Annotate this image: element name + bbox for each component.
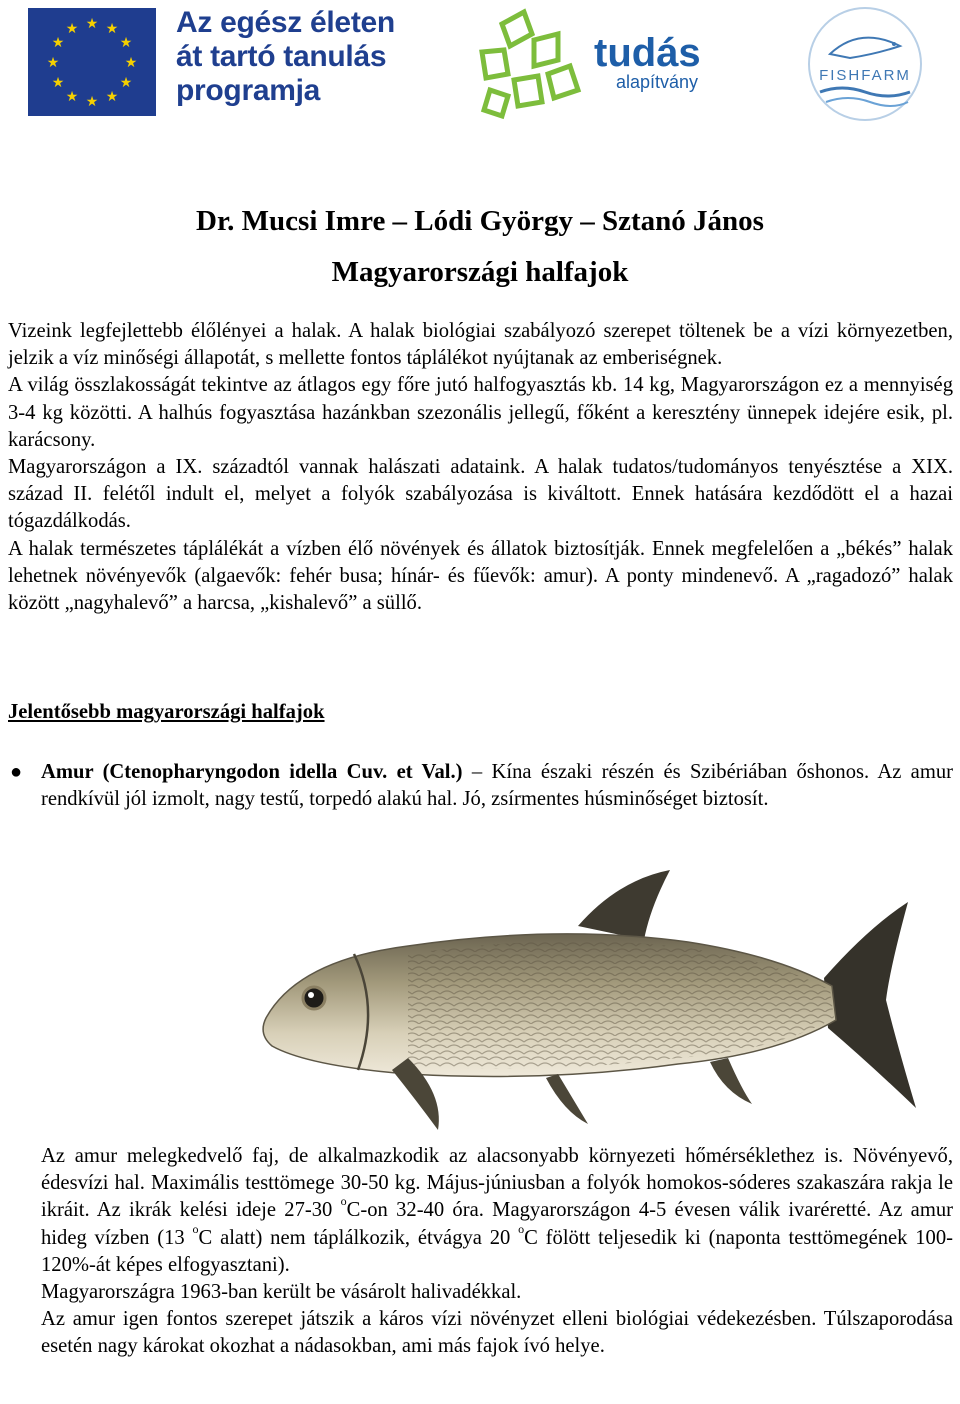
details-text-1c: C alatt) nem táplálkozik, étvágya 20: [198, 1226, 511, 1249]
intro-paragraph-4: A halak természetes táplálékát a vízben élő növények és állatok biztosítják. Ennek megfelelően a „békés” halak lehetnek növényevők (algaevők: fehér busa; hínár- és fűevők: amur). A ponty mindenevő. A „ragadozó” halak között „nagyhalevő” a harcsa, „kishalevő” a süllő.: [8, 537, 953, 615]
species-description: – Kína északi részén és Szibériában őshonos. Az amur rendkívül jól izmolt, nagy testű, torpedó alakú hal. Jó, zsírmentes húsminőséget biztosít.: [41, 761, 953, 811]
svg-text:★: ★: [105, 89, 119, 105]
document-title: Magyarországi halfajok: [331, 256, 629, 288]
species-entry: [41, 759, 953, 813]
species-list-item: [8, 759, 953, 813]
dorsal-fin: [578, 870, 670, 940]
tudas-word: tudás: [594, 31, 701, 75]
svg-text:★: ★: [105, 21, 119, 37]
svg-text:★: ★: [65, 89, 79, 105]
intro-paragraph-3: Magyarországon a IX. századtól vannak halászati adataink. A halak tudatos/tudományos tenyésztése a XIX. század II. felétől indult el, melyet a folyók szabályozása is kiváltott. Ennek hatására kezdődött el a hazai tógazdálkodás.: [8, 456, 953, 533]
anal-fin: [710, 1058, 752, 1104]
lll-programme-logo-text: [176, 6, 395, 108]
lll-line-3: programja: [176, 74, 321, 107]
svg-text:★: ★: [51, 75, 65, 91]
lll-line-1: Az egész életen: [176, 6, 395, 39]
svg-text:★: ★: [46, 55, 60, 71]
fishfarm-logo: [790, 4, 940, 124]
authors-line: Dr. Mucsi Imre – Lódi György – Sztanó János: [196, 205, 764, 237]
details-text-1a: Az amur melegkedvelő faj, de alkalmazkodik az alacsonyabb környezeti hőmérséklethez is. Növényevő, édesvízi hal. Maximális testtömege 30-50 kg. Május-júniusban a folyók homokos-sóderes szakaszára rakja le ikráit. Az ikrák kelési ideje 27-30: [41, 1145, 953, 1222]
tudas-alapitvany-logo: [462, 4, 737, 124]
svg-text:★: ★: [85, 16, 99, 32]
degree-mark: o: [518, 1221, 525, 1236]
header-logos: [0, 0, 960, 130]
intro-section: [8, 318, 953, 617]
eu-flag-logo: [28, 8, 156, 116]
lll-line-2: át tartó tanulás: [176, 40, 387, 73]
intro-paragraph-1: Vizeink legfejlettebb élőlényei a halak. A halak biológiai szabályozó szerepet töltenek be a vízi környezetben, jelzik a víz minőségi állapotát, s mellette fontos táplálékot nyújtanak az emberiségnek.: [8, 320, 953, 370]
details-paragraph-3: Az amur igen fontos szerepet játszik a káros vízi növényzet elleni biológiai védekezésben. Túlszaporodása esetén nagy károkat okozhat a nádasokban, ami más fajok ívó helye.: [41, 1308, 953, 1358]
svg-text:★: ★: [119, 35, 133, 51]
details-paragraph-2: Magyarországra 1963-ban került be vásárolt halivadékkal.: [41, 1281, 522, 1304]
tudas-swirl-icon: [482, 12, 578, 116]
intro-paragraph-2: A világ összlakosságát tekintve az átlagos egy főre jutó halfogyasztás kb. 14 kg, Magyarországon ez a mennyiség 3-4 kg közötti. A halhús fogyasztása hazánkban szezonális jellegű, főként a keresztény ünnepek idejére esik, pl. karácsony.: [8, 374, 953, 451]
fish-eye: [303, 987, 325, 1009]
fishfarm-wordmark: FISHFARM: [819, 67, 911, 84]
degree-mark: o: [192, 1221, 199, 1236]
tudas-subtitle: alapítvány: [616, 72, 699, 92]
details-paragraph-1: [41, 1143, 953, 1279]
tail-fin: [824, 902, 916, 1108]
species-name: Amur (Ctenopharyngodon idella Cuv. et Val.): [41, 761, 463, 783]
svg-text:★: ★: [124, 55, 138, 71]
svg-text:★: ★: [119, 75, 133, 91]
species-details: [41, 1143, 953, 1361]
svg-text:★: ★: [51, 35, 65, 51]
pelvic-fin: [546, 1074, 588, 1124]
svg-text:★: ★: [85, 94, 99, 110]
details-text-1b: C-on 32-40 óra. Magyarországon 4-5 évesen válik ivaréretté. Az amur hideg vízben (13: [41, 1199, 953, 1249]
svg-text:★: ★: [65, 21, 79, 37]
degree-mark: o: [340, 1194, 347, 1209]
grass-carp-image: [258, 868, 918, 1138]
details-text-1d: C fölött teljesedik ki (naponta testtömegének 100-120%-át képes elfogyasztani).: [41, 1226, 953, 1276]
section-heading: Jelentősebb magyarországi halfajok: [8, 701, 325, 723]
bullet-icon: ●: [10, 761, 23, 783]
